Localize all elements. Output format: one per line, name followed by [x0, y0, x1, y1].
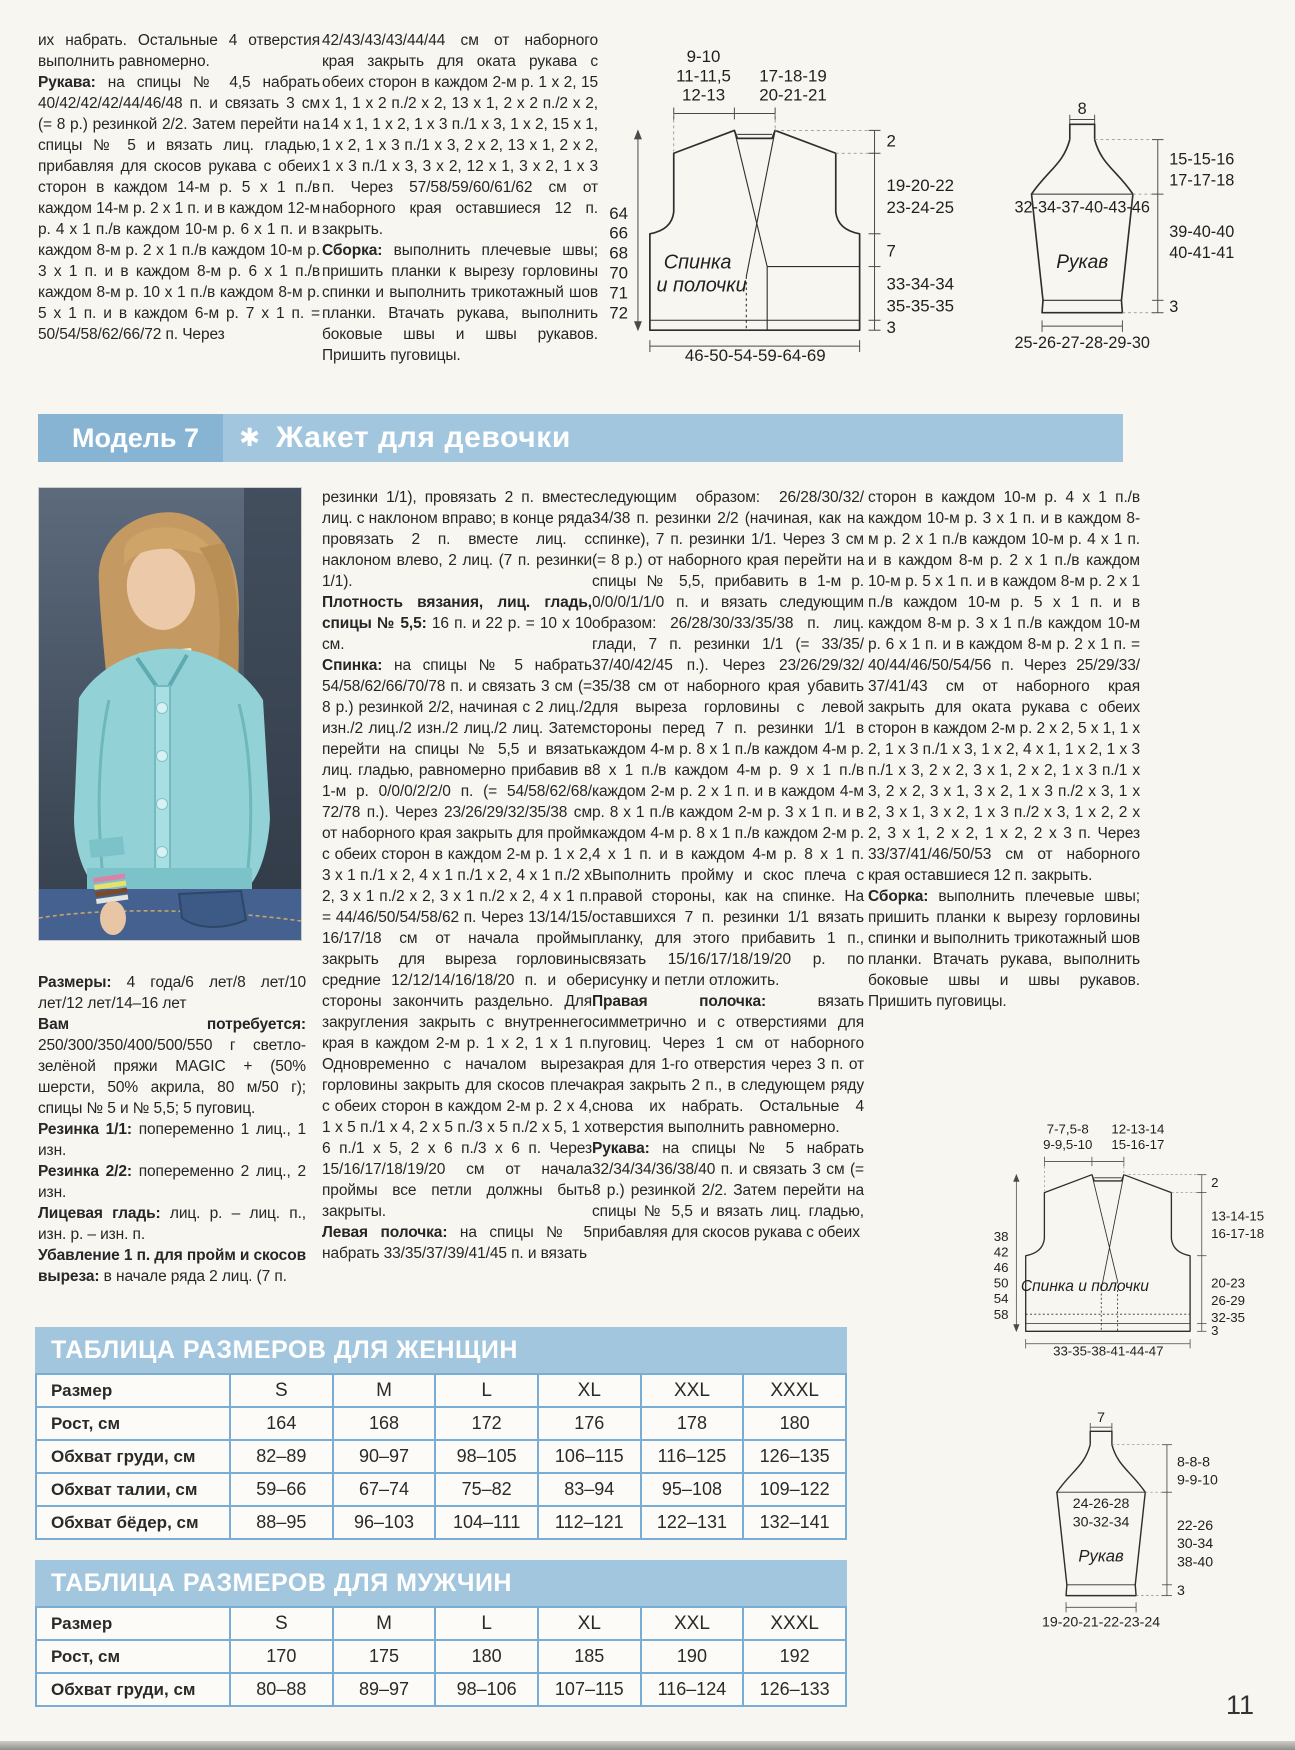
page-number: 11 [1225, 1690, 1255, 1720]
body-height-label: 38-40 [1176, 1554, 1214, 1571]
women-table-grid [35, 1373, 847, 1540]
ribbing-height-label: 3 [886, 318, 896, 338]
cardigan-cuff [89, 836, 125, 857]
shoulder-width-label: 9-9,5-10 [1043, 1136, 1093, 1152]
vest-outline [650, 130, 860, 330]
size-header-cell: M [333, 1607, 436, 1640]
body-height-label: 22-26 [1176, 1517, 1214, 1534]
value-cell: 98–105 [435, 1440, 538, 1473]
value-cell: 175 [333, 1640, 436, 1673]
value-cell: 95–108 [641, 1473, 744, 1506]
men-table-title: ТАБЛИЦА РАЗМЕРОВ ДЛЯ МУЖЧИН [35, 1560, 847, 1606]
cardigan-button [157, 751, 168, 762]
diagram-back-fronts-top [598, 30, 996, 366]
instruction-paragraph: Левая полочка: на спицы № 5 набрать 33/35/37/39/41/45 п. и вязать [322, 1224, 593, 1262]
height-label: 58 [993, 1306, 1009, 1322]
diagram-sleeve-bottom [990, 1410, 1278, 1634]
height-label: 70 [609, 263, 629, 283]
bottom-width-label: 46-50-54-59-64-69 [684, 346, 826, 366]
star-icon: ✱ [239, 424, 261, 452]
size-header-cell: XXL [641, 1374, 744, 1407]
value-cell: 126–133 [743, 1673, 846, 1706]
instruction-paragraph: Сборка: выполнить плечевые швы; пришить планки к вырезу горловины спинки и выполнить трикотажный шов планки. Втачать рукава, выполнить боковые швы и швы рукавов. Пришить пуговицы. [868, 888, 1140, 1010]
value-cell: 164 [230, 1407, 333, 1440]
row-label-cell: Рост, см [36, 1640, 230, 1673]
armhole-depth-label: 19-20-22 [886, 176, 955, 196]
instruction-paragraph: Резинка 1/1: попеременно 1 лиц., 1 изн. [38, 1121, 306, 1159]
size-header-cell: XXXL [743, 1374, 846, 1407]
bottom-width-label: 19-20-21-22-23-24 [1042, 1614, 1161, 1631]
front-drop-label: 7 [886, 241, 896, 261]
ribbing-height-label: 3 [1169, 297, 1179, 316]
instructions-column-4 [868, 487, 1140, 1012]
upper-width-label: 24-26-28 [1072, 1496, 1130, 1513]
value-cell: 176 [538, 1407, 641, 1440]
height-label: 50 [993, 1275, 1009, 1291]
value-cell: 172 [435, 1407, 538, 1440]
body-height-label: 33-34-34 [886, 274, 955, 294]
value-cell: 116–124 [641, 1673, 744, 1706]
value-cell: 168 [333, 1407, 436, 1440]
row-label-cell: Размер [36, 1607, 230, 1640]
armhole-depth-label: 13-14-15 [1211, 1208, 1265, 1224]
height-label: 38 [993, 1228, 1009, 1244]
value-cell: 180 [435, 1640, 538, 1673]
sleeve-schematic [990, 1410, 1278, 1634]
girl-photo [38, 487, 302, 941]
instruction-paragraph: Рукава: на спицы № 5 набрать 32/34/34/36/38/40 п. и связать 3 см (= 8 р.) резинкой 2/2. Затем перейти на спицы № 5,5 и вязать лиц. гладью, прибавляя для скосов рукава с обеих [592, 1140, 865, 1241]
sleeve-schematic [955, 99, 1285, 357]
size-table-row [36, 1374, 846, 1407]
value-cell: 122–131 [641, 1506, 744, 1539]
instruction-paragraph: 42/43/43/43/44/44 см от наборного края закрыть для оката рукава с обеих сторон в каждом 2-м р. 1 х 2, 15 х 1, 1 х 2 п./2 х 2, 13 х 1, 2 х 2 п./2 х 2, 14 х 1, 1 х 2, 1 х 3 п./1 х 3, 1 х 2, 15 х 1, 1 х 2, 1 х 3 п./1 х 3, 2 х 2, 13 х 1, 2 х 2, 1 х 3 п./1 х 3, 3 х 2, 12 х 1, 3 х 2, 1 х 3 п. Через 57/58/59/60/61/62 см от наборного края оставшиеся 12 п. закрыть. [322, 32, 598, 238]
row-label-cell: Рост, см [36, 1407, 230, 1440]
value-cell: 67–74 [333, 1473, 436, 1506]
value-cell: 106–115 [538, 1440, 641, 1473]
value-cell: 59–66 [230, 1473, 333, 1506]
shoulder-width-label: 12-13 [681, 85, 726, 105]
value-cell: 180 [743, 1407, 846, 1440]
girl-jeans [39, 889, 301, 940]
cap-height-label: 9-9-10 [1176, 1472, 1218, 1489]
upper-width-label: 32-34-37-40-43-46 [1014, 198, 1150, 217]
instruction-paragraph: Спинка: на спицы № 5 набрать 54/58/62/66/70/78 п. и связать 3 см (= 8 р.) резинкой 2/2, начиная с 2 лиц./2 изн./2 лиц./2 изн./2 лиц./2 лиц. Затем перейти на спицы № 5,5 и вязать лиц. гладью, равномерно прибавив в 1-м р. 0/0/0/2/2/0 п. (= 54/58/62/68/ 72/78 п.). Через 23/26/29/32/35/38 см от наборного края закрыть для пройм с обеих сторон в каждом 2-м р. 1 х 2, 3 х 1 п./1 х 2, 4 х 1 п./1 х 2, 4 х 1 п./2 х 2, 3 х 1 п./2 х 2, 3 х 1 п./2 х 2, 4 х 1 п. = 44/46/50/54/58/62 п. Через 13/14/15/ 16/17/18 см от начала проймы закрыть для выреза горловины средние 12/12/14/16/18/20 п. и обе стороны закончить раздельно. Для закругления закрыть с внутреннего края в каждом 2-м р. 1 х 2, 1 х 1 п. Одновременно с началом выреза горловины закрыть для скосов плеча с обеих сторон в каждом 2-м р. 2 х 4, 1 х 5 п./1 х 4, 2 х 5 п./3 х 5 п./2 х 5, 1 х 6 п./1 х 5, 2 х 6 п./3 х 6 п. Через 15/16/17/18/19/20 см от начала проймы все петли должны быть закрыты. [322, 657, 592, 1220]
armhole-depth-label: 23-24-25 [886, 197, 955, 217]
size-header-cell: S [230, 1607, 333, 1640]
value-cell: 126–135 [743, 1440, 846, 1473]
body-height-label: 39-40-40 [1169, 223, 1235, 242]
back-fronts-schematic [598, 30, 996, 366]
neck-width-label: 20-21-21 [759, 85, 827, 105]
model-banner [38, 414, 1123, 462]
body-height-label: 30-34 [1176, 1536, 1214, 1553]
diagram-back-fronts-bottom [985, 1096, 1295, 1357]
instruction-paragraph: Сборка: выполнить плечевые швы; пришить планки к вырезу горловины спинки и выполнить трикотажный шов планки. Втачать рукава, выполнить боковые швы и швы рукавов. Пришить пуговицы. [322, 242, 599, 364]
bottom-width-label: 25-26-27-28-29-30 [1014, 334, 1150, 353]
instruction-paragraph: Резинка 2/2: попеременно 2 лиц., 2 изн. [38, 1163, 306, 1201]
body-height-label: 35-35-35 [886, 296, 955, 316]
sleeve-outline [1090, 1431, 1112, 1444]
cardigan-button [157, 703, 168, 714]
value-cell: 96–103 [333, 1506, 436, 1539]
neck-width-label: 17-18-19 [759, 66, 827, 86]
value-cell: 112–121 [538, 1506, 641, 1539]
women-size-table [35, 1327, 847, 1540]
size-header-cell: XL [538, 1607, 641, 1640]
instruction-paragraph: Лицевая гладь: лиц. р. – лиц. п., изн. р. – изн. п. [38, 1205, 306, 1243]
instructions-column-3 [592, 487, 864, 1243]
cardigan-button [157, 799, 168, 810]
shoulder-width-label: 11-11,5 [676, 66, 731, 86]
sleeve-top-width-label: 7 [1097, 1410, 1105, 1427]
neck-width-label: 12-13-14 [1111, 1121, 1165, 1137]
height-label: 68 [609, 243, 629, 263]
page-edge-shadow [0, 1741, 1295, 1750]
row-label-cell: Обхват груди, см [36, 1440, 230, 1473]
value-cell: 82–89 [230, 1440, 333, 1473]
value-cell: 80–88 [230, 1673, 333, 1706]
instruction-paragraph: Правая полочка: вязать симметрично и с отверстиями для пуговиц. Через 1 см от наборного края для 1-го отверстия через 3 п. от края закрыть 2 п., в следующем ряду снова их набрать. Остальные 4 отверстия выполнить равномерно. [592, 993, 864, 1136]
model-title: Жакет для девочки [276, 421, 571, 454]
shoulder-width-label: 9-10 [686, 46, 721, 66]
size-header-cell: S [230, 1374, 333, 1407]
size-header-cell: XXXL [743, 1607, 846, 1640]
instruction-paragraph: резинки 1/1), провязать 2 п. вместе лиц. с наклоном вправо; в конце ряда провязать 2 п. вместе лиц. с наклоном влево, 2 лиц. (7 п. резинки 1/1). [322, 489, 592, 590]
row-label-cell: Обхват бёдер, см [36, 1506, 230, 1539]
value-cell: 116–125 [641, 1440, 744, 1473]
size-header-cell: M [333, 1374, 436, 1407]
size-table-row [36, 1506, 846, 1539]
upper-width-label: 30-32-34 [1072, 1514, 1130, 1531]
armhole-depth-label: 16-17-18 [1211, 1225, 1265, 1241]
height-label: 66 [609, 223, 629, 243]
size-table-row [36, 1440, 846, 1473]
jeans-pocket [179, 891, 246, 927]
bottom-width-label: 33-35-38-41-44-47 [1053, 1343, 1164, 1359]
shoulder-width-label: 7-7,5-8 [1046, 1121, 1089, 1137]
piece-name-label: Спинка и полочки [1020, 1277, 1149, 1295]
value-cell: 132–141 [743, 1506, 846, 1539]
shoulder-drop-label: 2 [886, 131, 896, 151]
value-cell: 88–95 [230, 1506, 333, 1539]
instruction-paragraph: Вам потребуется: 250/300/350/400/500/550 г светло-зелёной пряжи MAGIC + (50% шерсти, 50% акрила, 80 м/50 г); спицы № 5 и № 5,5; 5 пуговиц. [38, 1016, 306, 1117]
sleeve-outline [1032, 140, 1133, 313]
men-table-grid [35, 1606, 847, 1707]
shoulder-drop-label: 2 [1211, 1175, 1219, 1191]
size-table-row [36, 1673, 846, 1706]
height-label: 64 [609, 203, 629, 223]
value-cell: 109–122 [743, 1473, 846, 1506]
instructions-column-2 [322, 487, 592, 1264]
body-height-label: 40-41-41 [1169, 244, 1235, 263]
size-header-cell: L [435, 1374, 538, 1407]
value-cell: 89–97 [333, 1673, 436, 1706]
value-cell: 185 [538, 1640, 641, 1673]
sleeve-outline [1070, 124, 1095, 139]
value-cell: 104–111 [435, 1506, 538, 1539]
top-text-column-1 [38, 30, 320, 345]
size-table-row [36, 1607, 846, 1640]
top-text-column-2 [322, 30, 598, 366]
row-label-cell: Обхват груди, см [36, 1673, 230, 1706]
ribbing-height-label: 3 [1211, 1323, 1219, 1339]
instruction-paragraph: Убавление 1 п. для пройм и скосов выреза: в начале ряда 2 лиц. (7 п. [38, 1247, 306, 1285]
ribbing-height-label: 3 [1176, 1582, 1185, 1599]
instruction-paragraph: Размеры: 4 года/6 лет/8 лет/10 лет/12 лет/14–16 лет [38, 974, 306, 1012]
value-cell: 192 [743, 1640, 846, 1673]
instruction-paragraph: Плотность вязания, лиц. гладь, спицы № 5,5: 16 п. и 22 р. = 10 х 10 см. [322, 594, 592, 653]
row-label-cell: Обхват талии, см [36, 1473, 230, 1506]
height-label: 42 [993, 1244, 1009, 1260]
value-cell: 98–106 [435, 1673, 538, 1706]
diagram-sleeve-top [955, 99, 1285, 357]
size-table-row [36, 1407, 846, 1440]
instruction-paragraph: сторон в каждом 10-м р. 4 х 1 п./в каждом 10-м р. 3 х 1 п. и в каждом 8-м р. 2 х 1 п./в каждом 10-м р. 4 х 1 п. и в каждом 8-м р. 2 х 1 п./в каждом 10-м р. 5 х 1 п. и в каждом 8-м р. 2 х 1 п./в каждом 10-м р. 5 х 1 п. и в каждом 8-м р. 3 х 1 п./в каждом 10-м р. 6 х 1 п. и в каждом 8-м р. 2 х 1 п. = 40/44/46/50/54/56 п. Через 25/29/33/ 37/41/43 см от наборного края закрыть для оката рукава с обеих сторон в каждом 2-м р. 2 х 2, 5 х 1, 1 х 2, 1 х 3 п./1 х 3, 1 х 2, 4 х 1, 1 х 2, 1 х 3 п./1 х 3, 2 х 2, 3 х 1, 2 х 2, 1 х 3 п./1 х 3, 2 х 2, 3 х 1, 3 х 2, 1 х 3 п./2 х 3, 1 х 2, 3 х 1, 3 х 2, 1 х 3 п./2 х 3, 1 х 2, 2 х 2, 3 х 1, 2 х 2, 1 х 2, 2 х 3 п. Через 33/37/41/46/50/53 см от наборного края оставшиеся 12 п. закрыть. [868, 489, 1140, 884]
women-table-title: ТАБЛИЦА РАЗМЕРОВ ДЛЯ ЖЕНЩИН [35, 1327, 847, 1373]
girl-photo-image [39, 488, 301, 940]
value-cell: 190 [641, 1640, 744, 1673]
men-size-table [35, 1560, 847, 1707]
height-label: 72 [609, 303, 629, 323]
size-table-row [36, 1640, 846, 1673]
instructions-column-1 [38, 972, 306, 1287]
value-cell: 75–82 [435, 1473, 538, 1506]
cap-height-label: 17-17-18 [1169, 171, 1235, 190]
body-height-label: 32-35 [1211, 1309, 1245, 1325]
size-header-cell: L [435, 1607, 538, 1640]
girl-hand [100, 901, 126, 935]
size-header-cell: XL [538, 1374, 641, 1407]
cardigan-button [157, 847, 168, 858]
body-height-label: 20-23 [1211, 1275, 1245, 1291]
height-label: 46 [993, 1260, 1009, 1276]
instruction-paragraph: Рукава: на спицы № 4,5 набрать 40/42/42/42/44/46/48 п. и связать 3 см (= 8 р.) резинкой 2/2. Затем перейти на спицы № 5 и вязать лиц. гладью, прибавляя для скосов рукава с обеих сторон в каждом 14-м р. 5 х 1 п./в каждом 14-м р. 2 х 1 п. и в каждом 12-м р. 4 х 1 п./в каждом 10-м р. 6 х 1 п. и в каждом 8-м р. 2 х 1 п./в каждом 10-м р. 3 х 1 п. и в каждом 8-м р. 6 х 1 п./в каждом 8-м р. 10 х 1 п./в каждом 8-м р. 5 х 1 п. и в каждом 6-м р. 7 х 1 п. = 50/54/58/62/66/72 п. Через [38, 74, 320, 343]
piece-name-label: Спинка [663, 251, 732, 274]
cap-height-label: 15-15-16 [1169, 150, 1235, 169]
instruction-paragraph: следующим образом: 26/28/30/32/ 34/38 п. резинки 2/2 (начиная, как на спинке), 7 п. резинки 1/1. Через 3 см (= 8 р.) от наборного края перейти на спицы № 5,5, прибавить в 1-м р. 0/0/0/1/1/0 п. и вязать следующим образом: 26/28/30/33/35/38 п. лиц. глади, 7 п. резинки 1/1 (= 33/35/ 37/40/42/45 п.). Через 23/26/29/32/ 35/38 см от наборного края убавить для выреза горловины с левой стороны перед 7 п. резинки 1/1 в каждом 4-м р. 8 х 1 п./в каждом 4-м р. 8 х 1 п./в каждом 4-м р. 9 х 1 п./в каждом 2-м р. 2 х 1 п. и в каждом 4-м р. 8 х 1 п./в каждом 2-м р. 3 х 1 п. и в каждом 4-м р. 8 х 1 п./в каждом 2-м р. 4 х 1 п. и в каждом 4-м р. 8 х 1 п. Выполнить пройму и скос плеча с правой стороны, как на спинке. На оставшихся 7 п. резинки 1/1 вязать планку, для этого прибавить 1 п., связать 15/16/17/18/19/20 р. по рисунку и петли отложить. [592, 489, 864, 989]
value-cell: 83–94 [538, 1473, 641, 1506]
vest-outline [1026, 1175, 1190, 1332]
model-number [38, 414, 223, 462]
height-label: 71 [609, 283, 629, 303]
piece-name-label: и полочки [656, 274, 747, 297]
instruction-paragraph: их набрать. Остальные 4 отверстия выполнить равномерно. [38, 32, 320, 70]
piece-name-label: Рукав [1056, 251, 1109, 273]
piece-name-label: Рукав [1078, 1546, 1124, 1566]
height-label: 54 [993, 1291, 1009, 1307]
value-cell: 90–97 [333, 1440, 436, 1473]
row-label-cell: Размер [36, 1374, 230, 1407]
model-number-label: Модель 7 [72, 422, 200, 453]
size-table-row [36, 1473, 846, 1506]
value-cell: 170 [230, 1640, 333, 1673]
back-fronts-schematic [985, 1096, 1295, 1357]
sleeve-top-width-label: 8 [1077, 99, 1087, 118]
size-header-cell: XXL [641, 1607, 744, 1640]
body-height-label: 26-29 [1211, 1292, 1245, 1308]
value-cell: 178 [641, 1407, 744, 1440]
neck-width-label: 15-16-17 [1111, 1136, 1165, 1152]
cap-height-label: 8-8-8 [1176, 1454, 1211, 1471]
value-cell: 107–115 [538, 1673, 641, 1706]
